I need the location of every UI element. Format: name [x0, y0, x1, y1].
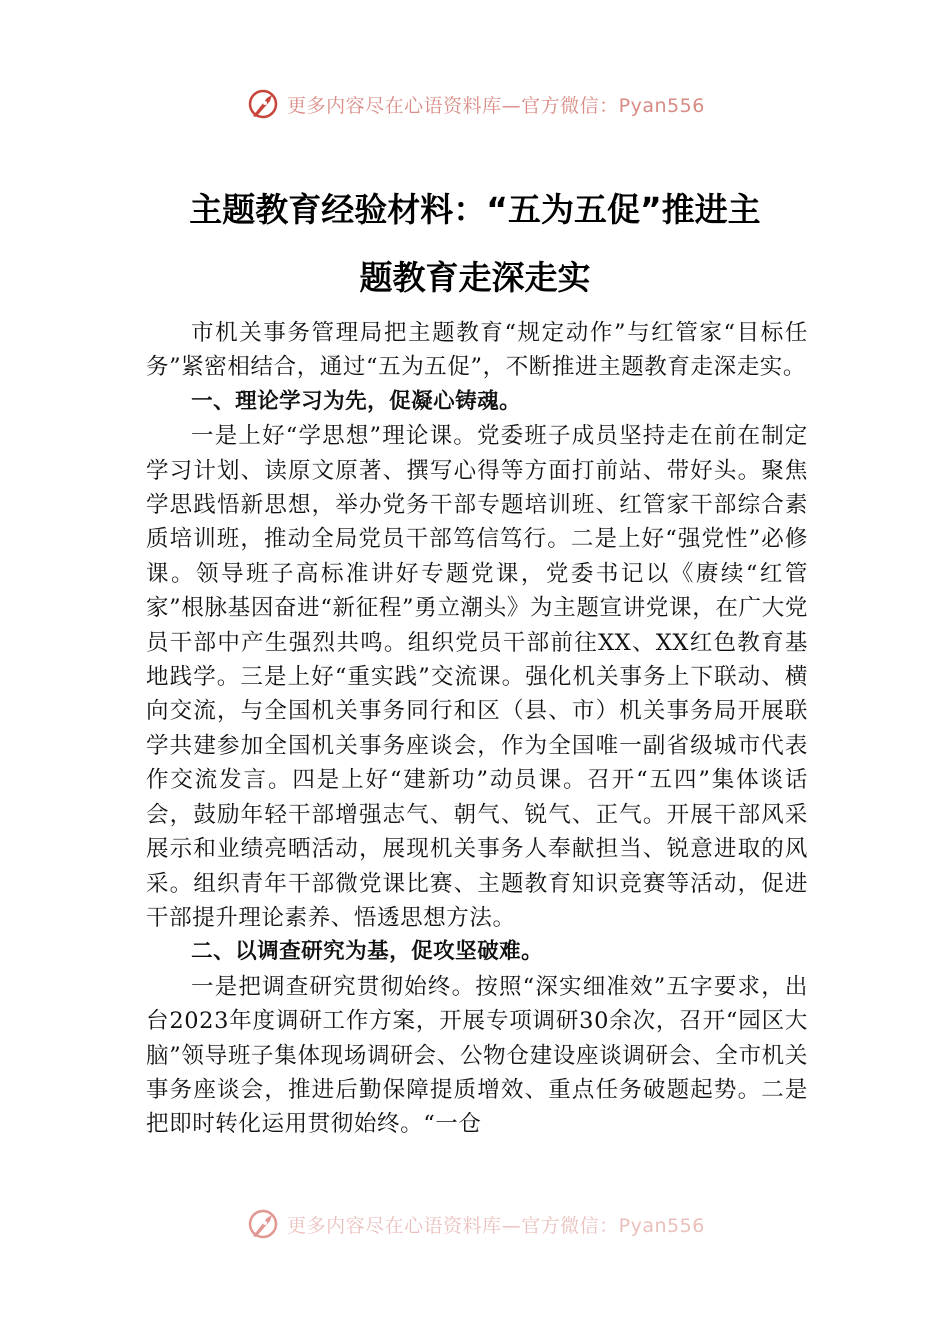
watermark-text: 更多内容尽在心语资料库—官方微信：Pyan556 [287, 1214, 705, 1237]
section-2-paragraph: 一是把调查研究贯彻始终。按照“深实细准效”五字要求，出台2023年度调研工作方案，开展专项调研30余次，召开“园区大脑”领导班子集体现场调研会、公物仓建设座谈调研会、全市机关事务座谈会，推进后勤保障提质增效、重点任务破题起势。二是把即时转化运用贯彻始终。“一仓 [146, 973, 808, 1138]
document-title-line-2: 题教育走深走实 [359, 258, 591, 297]
document-body [146, 316, 808, 1142]
section-1-paragraph: 一是上好“学思想”理论课。党委班子成员坚持走在前在制定学习计划、读原文原著、撰写心得等方面打前站、带好头。聚焦学思践悟新思想，举办党务干部专题培训班、红管家干部综合素质培训班，推动全局党员干部笃信笃行。二是上好“强党性”必修课。领导班子高标准讲好专题党课，党委书记以《赓续“红管家”根脉基因奋进“新征程”勇立潮头》为主题宣讲党课，在广大党员干部中产生强烈共鸣。组织党员干部前往XX、XX红色教育基地践学。三是上好“重实践”交流课。强化机关事务上下联动、横向交流，与全国机关事务同行和区（县、市）机关事务局开展联学共建参加全国机关事务座谈会，作为全国唯一副省级城市代表作交流发言。四是上好“建新功”动员课。召开“五四”集体谈话会，鼓励年轻干部增强志气、朝气、锐气、正气。开展干部风采展示和业绩亮晒活动，展现机关事务人奉献担当、锐意进取的风采。组织青年干部微党课比赛、主题教育知识竞赛等活动，促进干部提升理论素养、悟透思想方法。 [146, 423, 808, 931]
watermark-text: 更多内容尽在心语资料库—官方微信：Pyan556 [287, 94, 705, 117]
section-heading-2: 二、以调查研究为基，促攻坚破难。 [191, 939, 544, 965]
section-heading-1: 一、理论学习为先，促凝心铸魂。 [191, 388, 522, 414]
watermark-footer [0, 1204, 950, 1244]
document-title-line-1: 主题教育经验材料：“五为五促”推进主 [189, 190, 761, 229]
watermark-header [0, 84, 950, 124]
pen-nib-logo-icon [245, 86, 281, 122]
pen-nib-logo-icon [245, 1206, 281, 1242]
intro-paragraph: 市机关事务管理局把主题教育“规定动作”与红管家“目标任务”紧密相结合，通过“五为五促”，不断推进主题教育走深走实。 [146, 320, 808, 381]
